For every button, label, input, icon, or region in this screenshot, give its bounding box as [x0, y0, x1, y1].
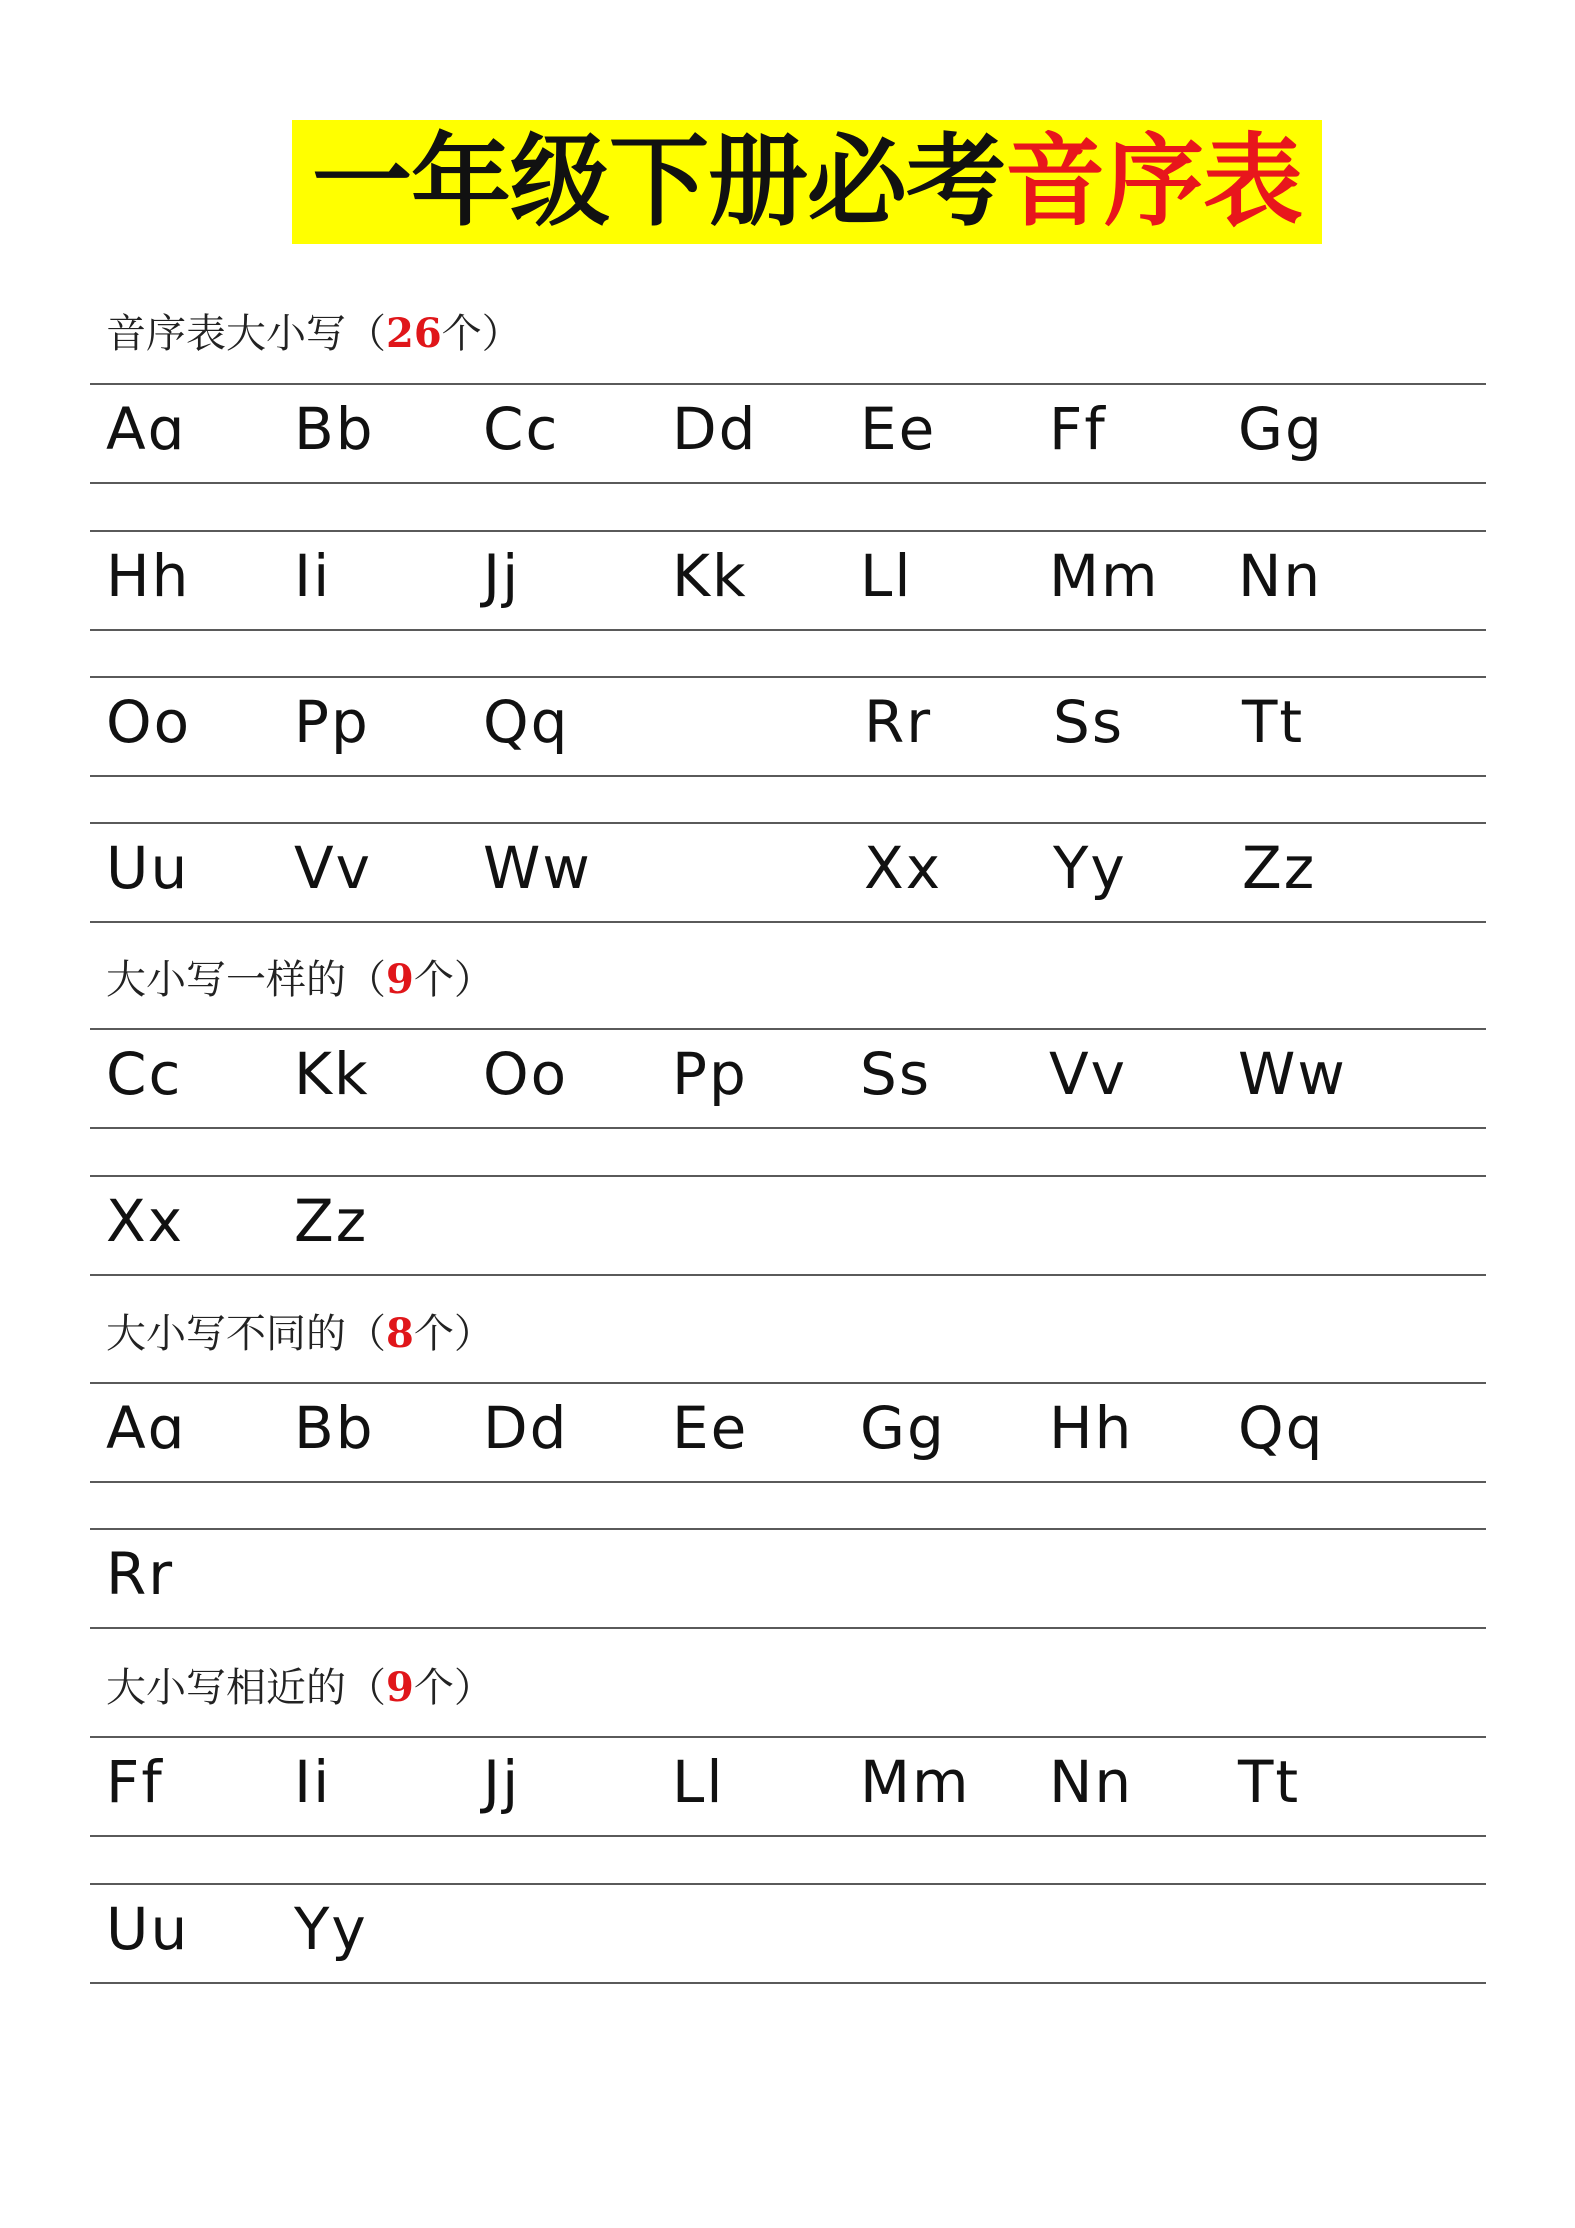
row-bottom-line [90, 1481, 1486, 1483]
title-banner [292, 120, 1322, 244]
letter-pair: Gg [1238, 395, 1324, 463]
section-count: 26 [386, 310, 442, 357]
letter-pair: Ww [1238, 1040, 1347, 1108]
letter-pair: Ll [860, 542, 913, 610]
letter-pair: Xx [106, 1187, 185, 1255]
section-count: 8 [386, 1310, 414, 1357]
section-count: 9 [386, 1664, 414, 1711]
letter-pair: Hh [106, 542, 191, 610]
letter-pair: Kk [294, 1040, 370, 1108]
letter-pair: Pp [672, 1040, 748, 1108]
row-top-line [90, 1175, 1486, 1177]
row-bottom-line [90, 629, 1486, 631]
letter-pair: Kk [672, 542, 748, 610]
letter-pair: Ii [294, 1748, 332, 1816]
letter-pair: Bb [294, 395, 375, 463]
letter-pair: Vv [1049, 1040, 1128, 1108]
row-bottom-line [90, 1982, 1486, 1984]
letter-pair: Mm [860, 1748, 971, 1816]
letter-pair: Ff [106, 1748, 164, 1816]
section-heading [106, 1310, 494, 1357]
row-bottom-line [90, 1835, 1486, 1837]
letter-pair: Ww [483, 834, 592, 902]
row-bottom-line [90, 482, 1486, 484]
letter-pair: Xx [864, 834, 943, 902]
row-top-line [90, 676, 1486, 678]
section-heading-suffix: 个） [441, 311, 522, 357]
letter-pair: Oo [106, 688, 192, 756]
row-top-line [90, 530, 1486, 532]
letter-pair: Tt [1238, 1748, 1301, 1816]
letter-pair: Zz [1242, 834, 1317, 902]
letter-pair: Rr [106, 1540, 175, 1608]
row-bottom-line [90, 775, 1486, 777]
letter-pair: Mm [1049, 542, 1160, 610]
letter-pair: Qq [1238, 1394, 1325, 1462]
title-main: 一年级下册必考 [312, 123, 1005, 240]
row-top-line [90, 383, 1486, 385]
letter-pair: Qq [483, 688, 570, 756]
letter-pair: Nn [1049, 1748, 1134, 1816]
row-top-line [90, 1528, 1486, 1530]
section-heading-label: 大小写一样的（ [106, 957, 386, 1003]
page-title [312, 123, 1302, 240]
row-bottom-line [90, 1274, 1486, 1276]
section-heading-suffix: 个） [413, 957, 494, 1003]
row-bottom-line [90, 921, 1486, 923]
letter-pair: Dd [483, 1394, 569, 1462]
letter-pair: Jj [483, 542, 521, 610]
letter-pair: Rr [864, 688, 933, 756]
section-heading-label: 大小写相近的（ [106, 1665, 386, 1711]
letter-pair: Zz [294, 1187, 369, 1255]
letter-pair: Ee [672, 1394, 749, 1462]
letter-pair: Ss [1053, 688, 1125, 756]
section-count: 9 [386, 956, 414, 1003]
section-heading-suffix: 个） [413, 1665, 494, 1711]
row-top-line [90, 1382, 1486, 1384]
letter-pair: Aɑ [106, 1394, 187, 1462]
letter-pair: Gg [860, 1394, 946, 1462]
row-top-line [90, 1883, 1486, 1885]
letter-pair: Nn [1238, 542, 1323, 610]
letter-pair: Ss [860, 1040, 932, 1108]
letter-pair: Pp [294, 688, 370, 756]
letter-pair: Uu [106, 1895, 190, 1963]
letter-pair: Cc [483, 395, 560, 463]
section-heading-suffix: 个） [413, 1311, 494, 1357]
letter-pair: Dd [672, 395, 758, 463]
row-top-line [90, 1736, 1486, 1738]
letter-pair: Ff [1049, 395, 1107, 463]
section-heading [106, 310, 522, 357]
letter-pair: Uu [106, 834, 190, 902]
row-bottom-line [90, 1627, 1486, 1629]
title-highlight: 音序表 [1005, 123, 1302, 240]
letter-pair: Oo [483, 1040, 569, 1108]
letter-pair: Yy [294, 1895, 368, 1963]
letter-pair: Bb [294, 1394, 375, 1462]
section-heading [106, 956, 494, 1003]
row-top-line [90, 1028, 1486, 1030]
letter-pair: Tt [1242, 688, 1305, 756]
section-heading [106, 1664, 494, 1711]
letter-pair: Cc [106, 1040, 183, 1108]
section-heading-label: 大小写不同的（ [106, 1311, 386, 1357]
section-heading-label: 音序表大小写（ [106, 311, 386, 357]
letter-pair: Ee [860, 395, 937, 463]
row-bottom-line [90, 1127, 1486, 1129]
row-top-line [90, 822, 1486, 824]
letter-pair: Ll [672, 1748, 725, 1816]
letter-pair: Aɑ [106, 395, 187, 463]
letter-pair: Hh [1049, 1394, 1134, 1462]
letter-pair: Ii [294, 542, 332, 610]
letter-pair: Yy [1053, 834, 1127, 902]
letter-pair: Jj [483, 1748, 521, 1816]
letter-pair: Vv [294, 834, 373, 902]
